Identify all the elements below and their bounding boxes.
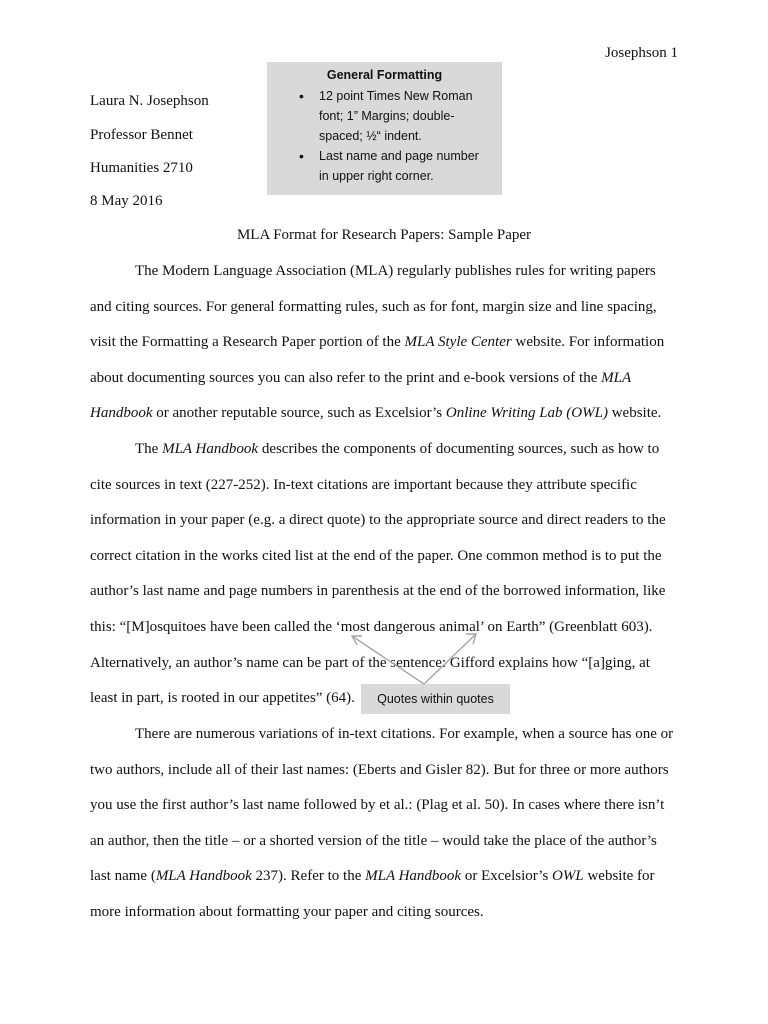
- text-line: an author, then the title – or a shorted version of the title – would take the place of the author’s: [90, 832, 657, 849]
- text-line: Handbook or another reputable source, such as Excelsior’s Online Writing Lab (OWL) website.: [90, 405, 662, 422]
- heading-author: Laura N. Josephson: [90, 93, 209, 109]
- text-line: and citing sources. For general formatting rules, such as for font, margin size and line spacing,: [90, 298, 657, 315]
- text-line: The Modern Language Association (MLA) regularly publishes rules for writing papers: [135, 263, 656, 279]
- text-line: you use the first author’s last name followed by et al.: (Plag et al. 50). In cases where there isn’t: [90, 797, 665, 814]
- text-line: visit the Formatting a Research Paper portion of the MLA Style Center website. For information: [90, 334, 665, 351]
- text-line: this: “[M]osquitoes have been called the ‘most dangerous animal’ on Earth” (Greenblatt 603).: [90, 618, 653, 635]
- text-line: The MLA Handbook describes the components of documenting sources, such as how to: [135, 441, 660, 457]
- text-line: about documenting sources you can also refer to the print and e-book versions of the MLA: [90, 369, 632, 386]
- callout-list: [267, 86, 502, 186]
- paragraph-1: [90, 254, 680, 432]
- callout-line: in upper right corner.: [319, 169, 434, 183]
- text-line: Alternatively, an author’s name can be part of the sentence: Gifford explains how “[a]ging, at: [90, 654, 650, 671]
- text-line: correct citation in the works cited list at the end of the paper. One common method is to put the: [90, 547, 662, 564]
- callout-line: font; 1” Margins; double-: [319, 109, 455, 123]
- paper-title: MLA Format for Research Papers: Sample Paper: [236, 227, 532, 243]
- text-line: least in part, is rooted in our appetites” (64).: [90, 690, 355, 707]
- text-line: author’s last name and page numbers in parenthesis at the end of the borrowed information, like: [90, 583, 666, 600]
- callout-title: General Formatting: [326, 68, 443, 82]
- heading-date: 8 May 2016: [90, 193, 163, 209]
- heading-course: Humanities 2710: [90, 160, 193, 176]
- text-line: two authors, include all of their last names: (Eberts and Gisler 82). But for three or more authors: [90, 761, 669, 778]
- formatting-callout: [267, 62, 502, 195]
- callout-item: [319, 146, 502, 186]
- text-line: last name (MLA Handbook 237). Refer to the MLA Handbook or Excelsior’s OWL website for: [90, 868, 655, 885]
- text-line: cite sources in text (227-252). In-text citations are important because they attribute specific: [90, 476, 637, 493]
- heading-professor: Professor Bennet: [90, 127, 193, 143]
- paragraph-2: [90, 432, 680, 717]
- callout-line: Last name and page number: [319, 149, 479, 163]
- text-line: more information about formatting your paper and citing sources.: [90, 903, 484, 920]
- text-line: information in your paper (e.g. a direct quote) to the appropriate source and direct readers to the: [90, 512, 666, 529]
- text-line: There are numerous variations of in-text citations. For example, when a source has one or: [135, 726, 674, 742]
- callout-line: 12 point Times New Roman: [319, 89, 473, 103]
- paragraph-3: [90, 717, 680, 931]
- callout-item: [319, 86, 502, 146]
- running-head: Josephson 1: [605, 45, 678, 61]
- quotes-annotation: Quotes within quotes: [361, 684, 510, 714]
- callout-line: spaced; ½“ indent.: [319, 129, 422, 143]
